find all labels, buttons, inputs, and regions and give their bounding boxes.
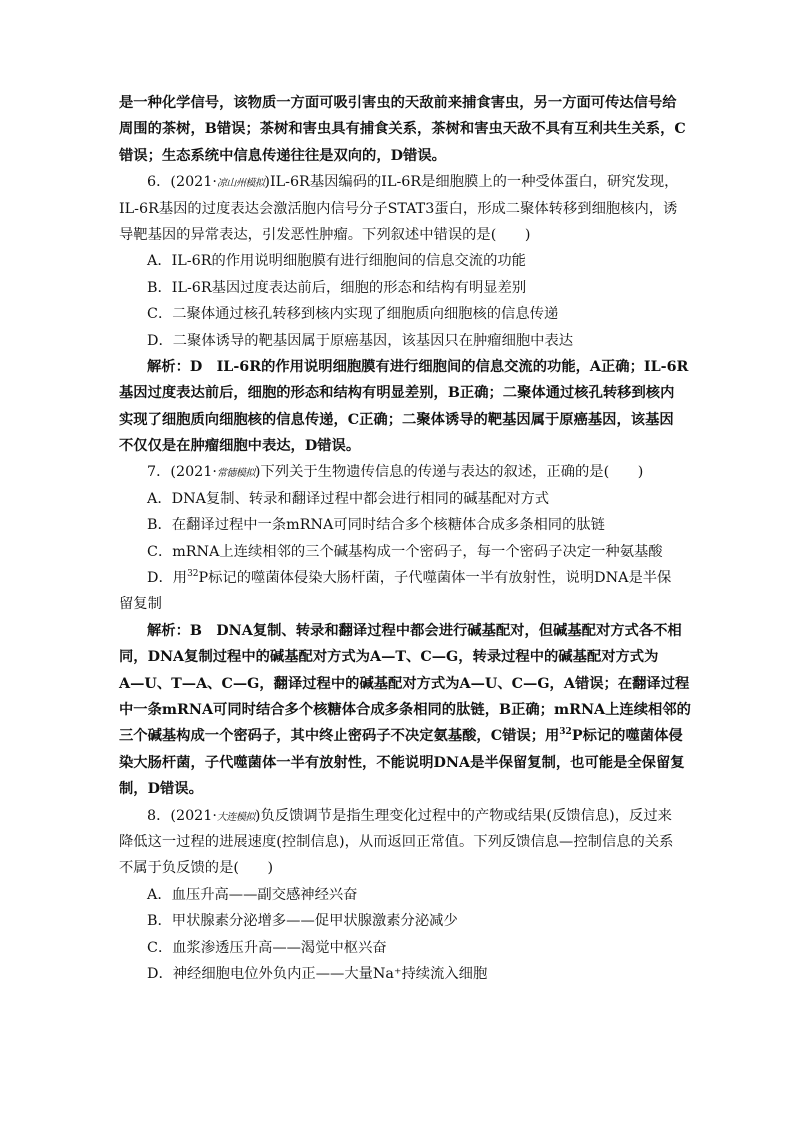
text-line (119, 671, 690, 697)
line-text: 同，DNA复制过程中的碱基配对方式为A—T、C—G，转录过程中的碱基配对方式为 (119, 649, 659, 666)
line-text: P标记的噬菌体侵染大肠杆菌，子代噬菌体一半有放射性，说明DNA是半保 (198, 570, 672, 587)
text-line (119, 354, 689, 380)
text-line (119, 512, 675, 538)
line-text: 染大肠杆菌，子代噬菌体一半有放射性，不能说明DNA是半保留复制，也可能是全保留复 (119, 754, 685, 771)
question-stem: )IL-6R基因编码的IL-6R是细胞膜上的一种受体蛋白，研究发现， (264, 174, 679, 191)
text-line (119, 459, 675, 485)
line-text: B．在翻译过程中一条mRNA可同时结合多个核糖体合成多条相同的肽链 (147, 517, 605, 534)
text-line (119, 169, 679, 195)
line-text: 基因过度表达前后，细胞的形态和结构有明显差别，B正确；二聚体通过核孔转移到核内 (119, 385, 675, 402)
question-number: 7．(2021· (147, 464, 217, 481)
text-line (119, 380, 675, 406)
line-text: 是一种化学信号，该物质一方面可吸引害虫的天敌前来捕食害虫，另一方面可传达信号给 (119, 95, 677, 111)
text-line (119, 565, 675, 591)
line-text: 三个碱基构成一个密码子，其中终止密码子不决定氨基酸，C错误；用 (119, 728, 560, 745)
text-line (119, 196, 678, 222)
line-text: IL-6R基因的过度表达会激活胞内信号分子STAT3蛋白，形成二聚体转移到细胞核内，诱 (119, 200, 678, 217)
line-text: C．血浆渗透压升高——渴觉中枢兴奋 (147, 939, 387, 956)
text-line (119, 248, 675, 274)
text-line (119, 723, 683, 749)
text-line (119, 486, 675, 512)
text-line (119, 433, 675, 459)
question-number: 8．(2021· (147, 807, 217, 824)
document-body (119, 90, 691, 987)
line-text: D．用 (147, 570, 188, 587)
line-text: C．mRNA上连续相邻的三个碱基构成一个密码子，每一个密码子决定一种氨基酸 (147, 543, 663, 560)
line-text: 周围的茶树，B错误；茶树和害虫具有捕食关系，茶树和害虫天敌不具有互利共生关系，C (119, 121, 686, 138)
line-text: A—U、T—A、C—G，翻译过程中的碱基配对方式为A—U、C—G，A错误；在翻译过程 (119, 675, 690, 692)
line-text: A．IL-6R的作用说明细胞膜有进行细胞间的信息交流的功能 (147, 253, 526, 270)
line-text: 导靶基因的异常表达，引发恶性肿瘤。下列叙述中错误的是( ) (119, 226, 531, 243)
text-line (119, 328, 675, 354)
text-line (119, 618, 682, 644)
text-line (119, 803, 675, 829)
line-text: 留复制 (119, 596, 162, 613)
text-line (119, 539, 675, 565)
text-line (119, 776, 675, 802)
question-source: 常德模拟 (216, 468, 255, 480)
line-text: 中一条mRNA可同时结合多个核糖体合成多条相同的肽链，B正确；mRNA上连续相邻的 (119, 701, 691, 718)
text-line (119, 935, 675, 961)
isotope-superscript: 32 (559, 727, 572, 738)
line-text: 不仅仅是在肿瘤细胞中表达，D错误。 (119, 438, 361, 455)
text-line (119, 591, 675, 617)
line-text: D．二聚体诱导的靶基因属于原癌基因，该基因只在肿瘤细胞中表达 (147, 332, 574, 349)
text-line (119, 882, 675, 908)
line-text: 降低这一过程的进展速度(控制信息)，从而返回正常值。下列反馈信息—控制信息的关系 (119, 833, 674, 850)
text-line (119, 750, 685, 776)
line-text: B．IL-6R基因过度表达前后，细胞的形态和结构有明显差别 (147, 279, 527, 296)
line-text: B．甲状腺素分泌增多——促甲状腺激素分泌减少 (147, 913, 458, 930)
text-line (119, 90, 675, 116)
text-line (119, 143, 675, 169)
line-text: 不属于负反馈的是( ) (119, 860, 274, 877)
text-line (119, 407, 675, 433)
line-text: C．二聚体通过核孔转移到核内实现了细胞质向细胞核的信息传递 (147, 306, 559, 323)
text-line (119, 697, 691, 723)
text-line (119, 855, 675, 881)
text-line (119, 116, 686, 142)
line-text: 制，D错误。 (119, 781, 203, 798)
question-stem: )下列关于生物遗传信息的传递与表达的叙述，正确的是( ) (254, 464, 644, 481)
line-text: 解析：D IL-6R的作用说明细胞膜有进行细胞间的信息交流的功能，A正确；IL-6R (147, 358, 689, 375)
line-text: 实现了细胞质向细胞核的信息传递，C正确；二聚体诱导的靶基因属于原癌基因，该基因 (119, 411, 674, 428)
question-stem: )负反馈调节是指生理变化过程中的产物或结果(反馈信息)，反过来 (254, 807, 672, 824)
text-line (119, 829, 675, 855)
line-text: A．DNA复制、转录和翻译过程中都会进行相同的碱基配对方式 (147, 490, 550, 507)
text-line (119, 961, 675, 987)
text-line (119, 275, 675, 301)
question-number: 6．(2021· (147, 174, 217, 191)
text-line (119, 222, 675, 248)
isotope-superscript: 32 (187, 569, 199, 580)
line-text: A．血压升高——副交感神经兴奋 (147, 886, 358, 903)
text-line (119, 301, 675, 327)
line-text: P标记的噬菌体侵 (571, 728, 683, 745)
question-source: 凉山州模拟 (216, 178, 265, 190)
text-line (119, 908, 675, 934)
text-line (119, 644, 675, 670)
line-text: 错误；生态系统中信息传递往往是双向的，D错误。 (119, 147, 446, 164)
line-text: D．神经细胞电位外负内正——大量Na⁺持续流入细胞 (147, 965, 488, 982)
question-source: 大连模拟 (216, 811, 255, 823)
line-text: 解析：B DNA复制、转录和翻译过程中都会进行碱基配对，但碱基配对方式各不相 (147, 622, 682, 639)
